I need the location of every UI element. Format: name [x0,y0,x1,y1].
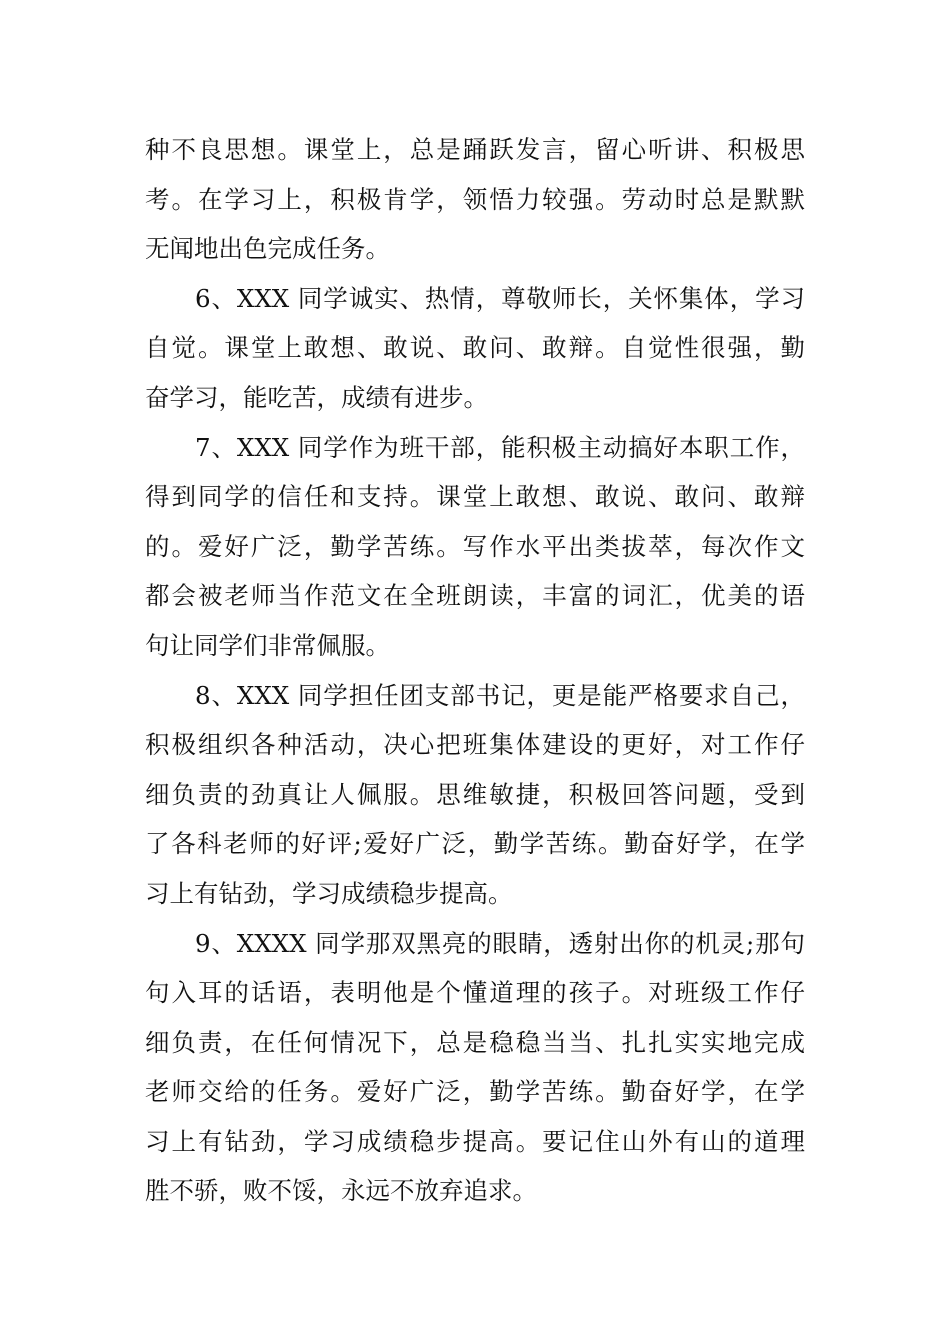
text-line: 句让同学们非常佩服。 [145,630,390,660]
text-line: 7、XXX 同学作为班干部，能积极主动搞好本职工作， [195,432,805,462]
paragraph-item-8 [145,671,805,919]
document-page [145,125,805,1216]
paragraph-item-6 [145,274,805,423]
text-line: 的。爱好广泛，勤学苦练。写作水平出类拔萃，每次作文 [145,531,805,561]
text-line: 9、XXXX 同学那双黑亮的眼睛，透射出你的机灵;那句 [195,928,805,958]
text-line: 老师交给的任务。爱好广泛，勤学苦练。勤奋好学，在学 [145,1077,805,1107]
text-line: 8、XXX 同学担任团支部书记，更是能严格要求自己， [195,680,805,710]
text-line: 了各科老师的好评;爱好广泛，勤学苦练。勤奋好学，在学 [145,829,805,859]
text-line: 种不良思想。课堂上，总是踊跃发言，留心听讲、积极思 [145,135,805,164]
text-line: 胜不骄，败不馁，永远不放弃追求。 [145,1176,537,1206]
text-line: 自觉。课堂上敢想、敢说、敢问、敢辩。自觉性很强，勤 [145,333,805,363]
paragraph-continuation [145,125,805,274]
text-line: 奋学习，能吃苦，成绩有进步。 [145,382,488,412]
text-line: 句入耳的话语，表明他是个懂道理的孩子。对班级工作仔 [145,978,805,1008]
text-line: 都会被老师当作范文在全班朗读，丰富的词汇，优美的语 [145,581,805,611]
text-line: 习上有钻劲，学习成绩稳步提高。 [145,878,513,908]
paragraph-item-7 [145,423,805,671]
text-line: 考。在学习上，积极肯学，领悟力较强。劳动时总是默默 [145,184,805,214]
text-line: 习上有钻劲，学习成绩稳步提高。要记住山外有山的道理 [145,1126,805,1156]
text-line: 得到同学的信任和支持。课堂上敢想、敢说、敢问、敢辩 [145,482,805,512]
text-line: 积极组织各种活动，决心把班集体建设的更好，对工作仔 [145,730,805,760]
text-line: 6、XXX 同学诚实、热情，尊敬师长，关怀集体，学习 [195,283,805,313]
paragraph-item-9 [145,919,805,1217]
text-line: 无闻地出色完成任务。 [145,234,390,264]
text-line: 细负责，在任何情况下，总是稳稳当当、扎扎实实地完成 [145,1027,805,1057]
text-line: 细负责的劲真让人佩服。思维敏捷，积极回答问题，受到 [145,779,805,809]
